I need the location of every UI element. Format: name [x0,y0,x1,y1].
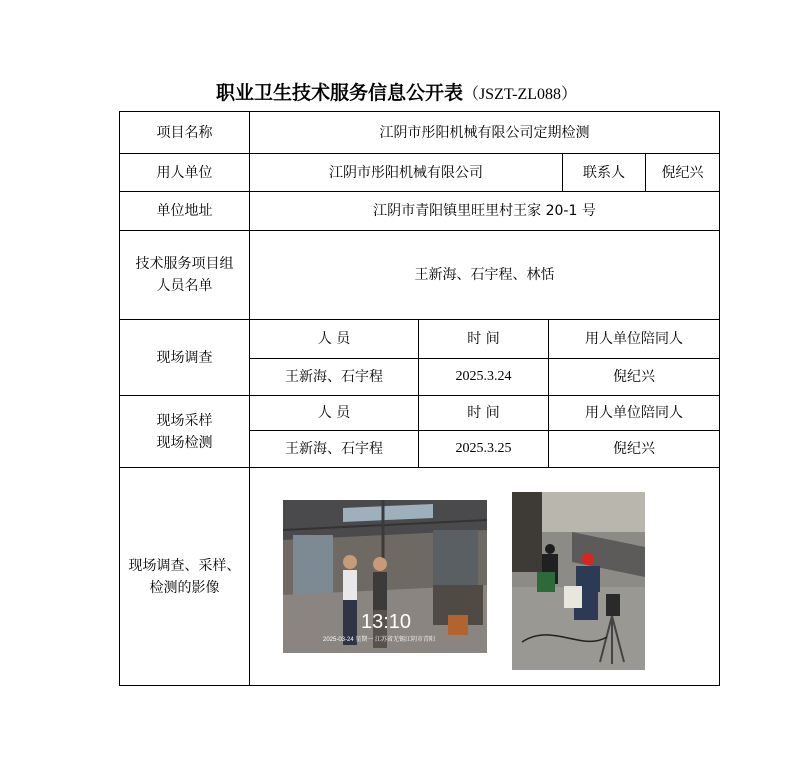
images-label-line1: 现场调查、采样、 [128,557,241,574]
sampling-people: 王新海、石宇程 [285,441,383,457]
team-label-line2: 人员名单 [156,278,213,294]
employer-value: 江阴市彤阳机械有限公司 [329,164,483,181]
title-code: （JSZT-ZL088） [462,86,578,103]
sampling-header-people: 人 员 [317,405,351,421]
team-label-line1: 技术服务项目组 [135,256,234,272]
sampling-header-time: 时 间 [467,405,500,421]
contact-label: 联系人 [583,164,625,181]
survey-photo [283,500,487,653]
sampling-label-line2: 现场检测 [156,434,213,451]
title-main: 职业卫生技术服务信息公开表 [215,82,463,104]
images-label-line2: 检测的影像 [149,579,220,596]
survey-header-people: 人 员 [317,331,351,347]
sampling-label-line1: 现场采样 [156,412,213,429]
survey-people: 王新海、石宇程 [285,369,383,385]
team-label [120,231,249,319]
survey-header-escort: 用人单位陪同人 [585,331,683,347]
survey-escort: 倪纪兴 [613,369,655,385]
sampling-label [120,396,249,467]
project-name-value: 江阴市彤阳机械有限公司定期检测 [379,124,590,141]
contact-value: 倪纪兴 [661,164,704,181]
team-value: 王新海、石宇程、林恬 [414,267,555,283]
address-label: 单位地址 [156,203,213,219]
address-text: 江阴市青阳镇里旺里村王家 20-1 号 [373,203,596,219]
survey-header-time: 时 间 [467,331,500,347]
survey-label: 现场调查 [156,349,213,366]
photo-timestamp: 13:10 [361,611,412,633]
address-value [250,192,719,230]
sampling-time: 2025.3.25 [455,441,512,456]
images-label [120,468,249,685]
sampling-escort: 倪纪兴 [613,441,655,457]
employer-label: 用人单位 [156,164,213,181]
survey-time: 2025.3.24 [455,369,512,384]
project-name-label: 项目名称 [156,124,213,141]
sampling-header-escort: 用人单位陪同人 [585,405,683,421]
photo-caption: 2025-03-24 星期一 江苏省无锡江阴市青阳 [323,637,436,643]
sampling-photo [512,492,645,670]
